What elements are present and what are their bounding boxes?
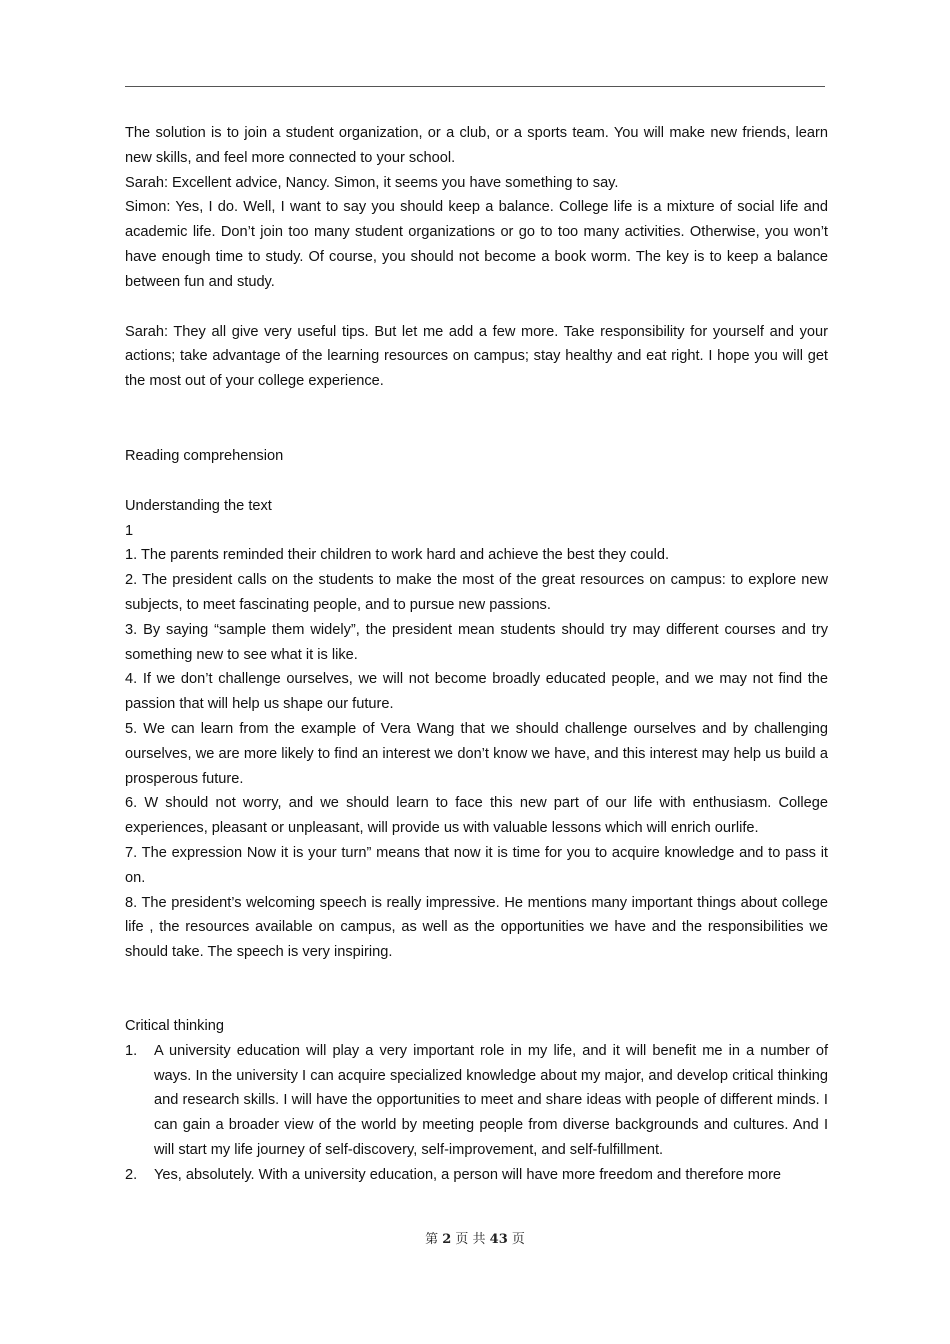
answer-item: 5. We can learn from the example of Vera Wang that we should challenge ourselves and by challenging ourselves, we are more likely to find an interest we don’t know we have, and this interest may help us build a prosperous future. <box>125 720 828 787</box>
dialogue-paragraph: Simon: Yes, I do. Well, I want to say you should keep a balance. College life is a mixture of social life and academic life. Don’t join too many student organizations or go to too many activities. Otherwise, you won’t have enough time to study. Of course, you should not become a book worm. The key is to keep a balance between fun and study. <box>125 199 828 290</box>
answer-item: 4. If we don’t challenge ourselves, we will not become broadly educated people, and we may not find the passion that will help us shape our future. <box>125 671 828 713</box>
answer-item: 6. W should not worry, and we should learn to face this new part of our life with enthusiasm. College experiences, pleasant or unpleasant, will provide us with valuable lessons which will enrich ourlife. <box>125 795 828 837</box>
section-heading-critical: Critical thinking <box>125 1017 224 1034</box>
critical-item-text: A university education will play a very important role in my life, and it will benefit me in a number of ways. In the university I can acquire specialized knowledge about my major, and develop critical thinking and research skills. I will have the opportunities to meet and share ideas with people of different minds. I can gain a broader view of the world by meeting people from diverse backgrounds and cultures. And I will start my life journey of self-discovery, self-improvement, and self-fulfillment. <box>154 1042 828 1158</box>
dialogue-paragraph: Sarah: Excellent advice, Nancy. Simon, it seems you have something to say. <box>125 174 619 191</box>
exercise-number: 1 <box>125 522 134 539</box>
answer-item: 8. The president’s welcoming speech is really impressive. He mentions many important things about college life , the resources available on campus, as well as the opportunities we have and the responsibilities we should take. The speech is very inspiring. <box>125 894 828 961</box>
critical-item-number: 1. <box>125 1042 138 1059</box>
answer-item: 1. The parents reminded their children to work hard and achieve the best they could. <box>125 547 670 564</box>
header-rule <box>125 86 825 87</box>
dialogue-paragraph: The solution is to join a student organization, or a club, or a sports team. You will make new friends, learn new skills, and feel more connected to your school. <box>125 125 828 166</box>
answer-item: 3. By saying “sample them widely”, the president mean students should try may different courses and try something new to see what it is like. <box>125 621 828 663</box>
answer-item: 2. The president calls on the students to make the most of the great resources on campus: to explore new subjects, to meet fascinating people, and to pursue new passions. <box>125 572 828 613</box>
footer-prefix: 第 <box>425 1232 443 1247</box>
critical-item <box>125 1163 828 1188</box>
footer-total-pages: 43 <box>489 1232 508 1247</box>
dialogue-paragraph: Sarah: They all give very useful tips. But let me add a few more. Take responsibility for yourself and your actions; take advantage of the learning resources on campus; stay healthy and eat right. I hope you will get the most out of your college experience. <box>125 323 828 390</box>
footer-suffix: 页 <box>507 1232 525 1247</box>
answer-item: 7. The expression Now it is your turn” means that now it is time for you to acquire knowledge and to pass it on. <box>125 844 828 886</box>
critical-item-number: 2. <box>125 1166 138 1183</box>
section-heading-understanding: Understanding the text <box>125 497 272 514</box>
page-body <box>125 121 828 1187</box>
critical-item <box>125 1039 828 1163</box>
critical-item-text: Yes, absolutely. With a university education, a person will have more freedom and therefore more <box>154 1166 782 1183</box>
section-heading-reading: Reading comprehension <box>125 447 284 464</box>
footer-page-number: 2 <box>442 1232 452 1247</box>
footer-middle: 页 共 <box>451 1232 490 1247</box>
page-footer <box>0 1228 950 1247</box>
